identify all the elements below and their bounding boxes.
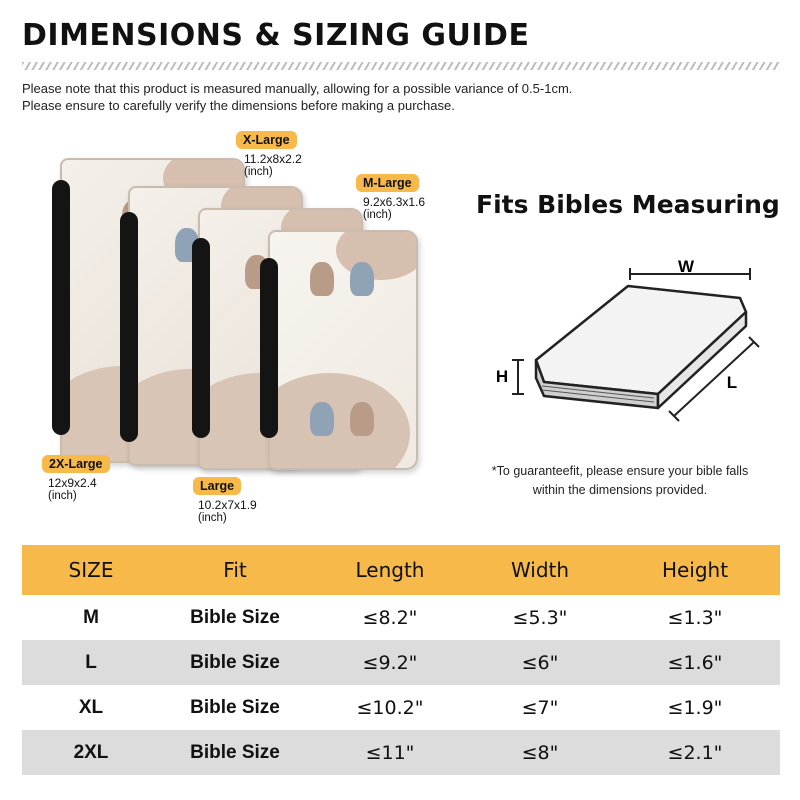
cover-m-large <box>268 230 418 470</box>
hatch-divider <box>22 62 780 70</box>
header-width: Width <box>510 558 570 582</box>
page-title: DIMENSIONS & SIZING GUIDE <box>22 18 530 53</box>
handle-icon <box>192 238 210 438</box>
cell-height: ≤1.6" <box>667 651 723 674</box>
cell-fit: Bible Size <box>190 651 280 673</box>
header-fit: Fit <box>223 558 247 582</box>
cell-height: ≤1.3" <box>667 606 723 629</box>
cell-size: 2XL <box>73 741 109 763</box>
cell-length: ≤9.2" <box>362 651 418 674</box>
handle-icon <box>52 180 70 435</box>
table-row <box>22 595 780 640</box>
table-row <box>22 685 780 730</box>
height-label: H <box>495 367 509 386</box>
header-height: Height <box>661 558 729 582</box>
table-row <box>22 640 780 685</box>
bible-covers-illustration <box>40 150 380 480</box>
size-dims-2x-large: 12x9x2.4 (inch) <box>48 476 97 502</box>
cell-size: XL <box>78 696 104 718</box>
table-row <box>22 730 780 775</box>
width-label: W <box>677 257 695 276</box>
cell-fit: Bible Size <box>190 696 280 718</box>
table-header <box>22 545 780 595</box>
cell-fit: Bible Size <box>190 741 280 763</box>
cell-height: ≤2.1" <box>667 741 723 764</box>
note-line-2: Please ensure to carefully verify the dimensions before making a purchase. <box>22 98 455 113</box>
measurement-notes <box>22 80 572 114</box>
header-length: Length <box>355 558 425 582</box>
cell-fit: Bible Size <box>190 606 280 628</box>
note-line-1: Please note that this product is measured manually, allowing for a possible variance of 0.5-1cm. <box>22 81 573 96</box>
size-label-2x-large: 2X-Large <box>42 455 110 473</box>
bible-dimensions-diagram <box>488 248 768 428</box>
fits-bibles-title: Fits Bibles Measuring <box>476 190 780 219</box>
cell-width: ≤5.3" <box>512 606 568 629</box>
cell-height: ≤1.9" <box>667 696 723 719</box>
handle-icon <box>120 212 138 442</box>
cell-length: ≤10.2" <box>356 696 424 719</box>
size-label-large: Large <box>193 477 241 495</box>
fit-guarantee-note: *To guaranteefit, please ensure your bible falls within the dimensions provided. <box>491 464 749 497</box>
cell-width: ≤7" <box>521 696 559 719</box>
cell-size: L <box>85 651 97 673</box>
length-label: L <box>726 373 738 392</box>
size-dims-m-large: 9.2x6.3x1.6 (inch) <box>363 195 426 221</box>
size-dims-x-large: 11.2x8x2.2 (inch) <box>244 152 302 178</box>
header-size: SIZE <box>68 558 114 582</box>
size-label-x-large: X-Large <box>236 131 297 149</box>
cell-width: ≤6" <box>521 651 559 674</box>
handle-icon <box>260 258 278 438</box>
size-label-m-large: M-Large <box>356 174 419 192</box>
size-dims-large: 10.2x7x1.9 (inch) <box>198 498 257 524</box>
cell-length: ≤11" <box>365 741 415 764</box>
cell-width: ≤8" <box>521 741 559 764</box>
size-table <box>22 545 780 775</box>
cell-length: ≤8.2" <box>362 606 418 629</box>
cell-size: M <box>83 606 99 628</box>
